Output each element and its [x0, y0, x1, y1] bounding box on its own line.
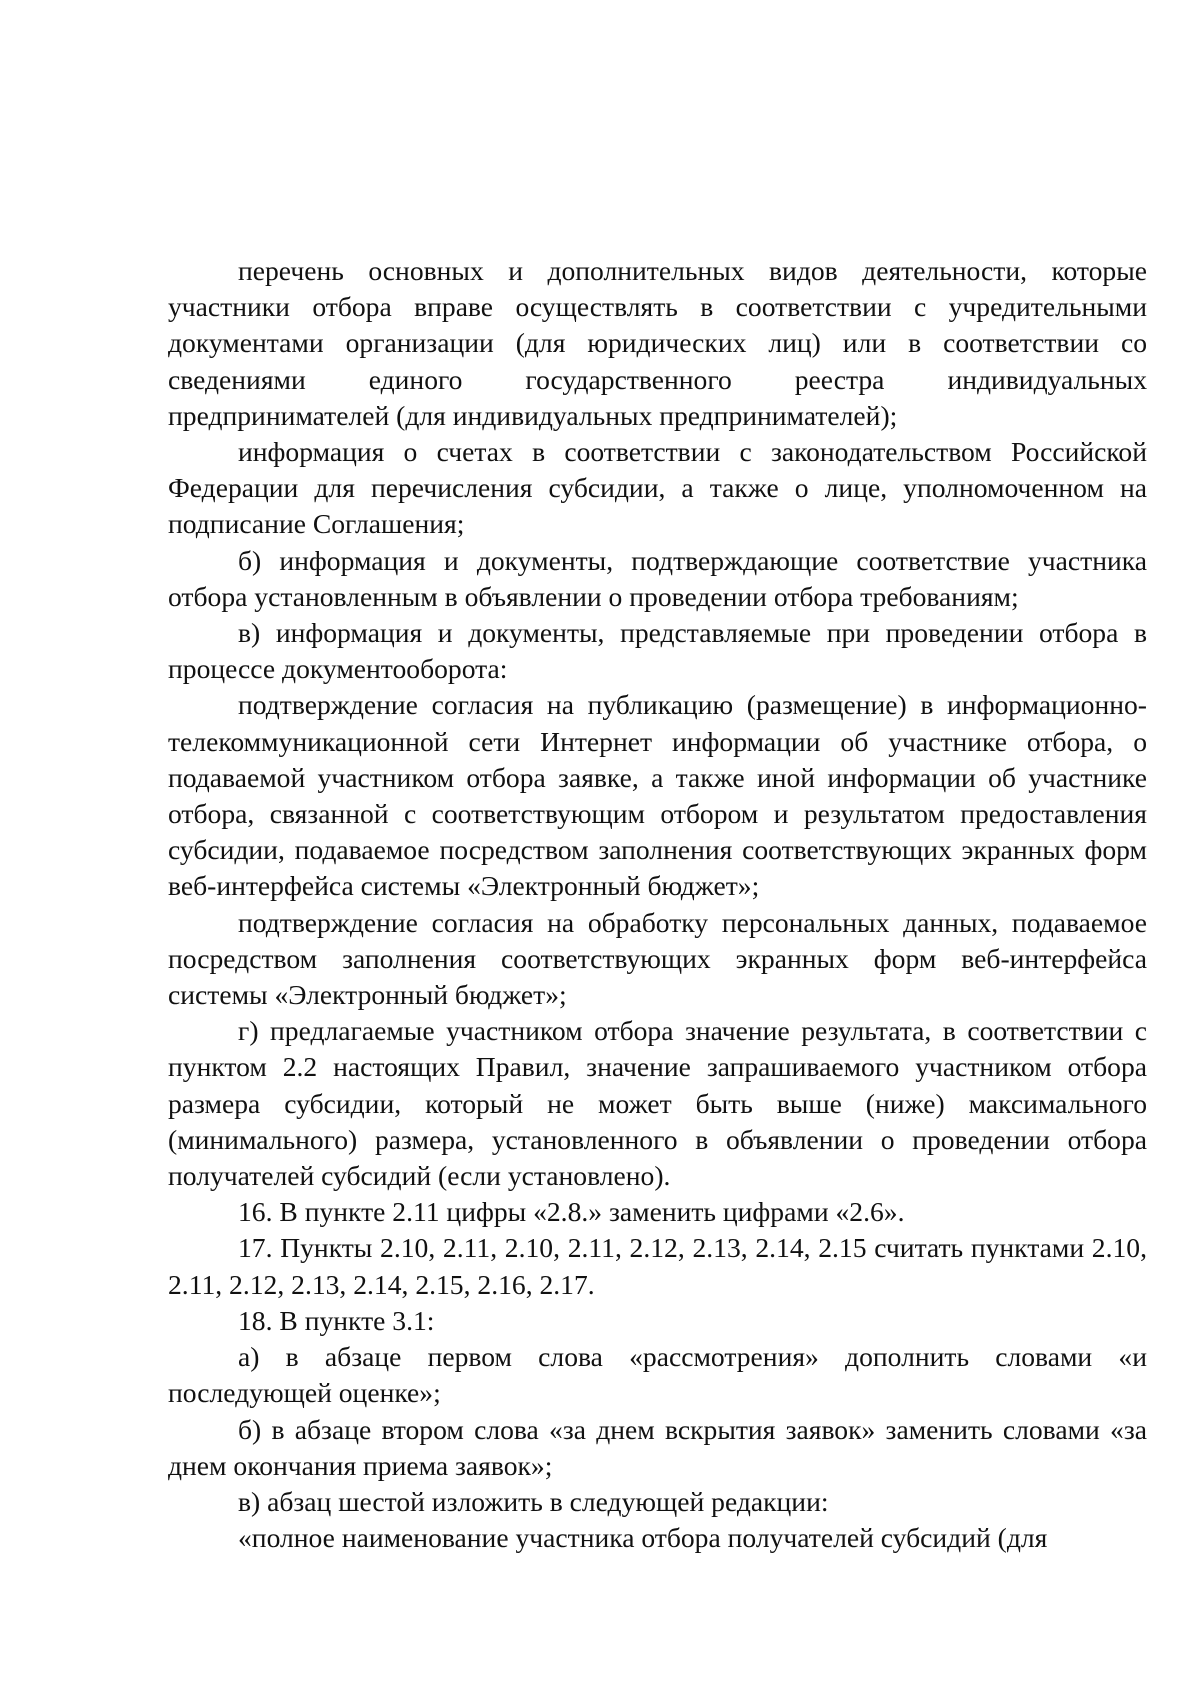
paragraph-item-v-documents: в) информация и документы, представляемые при проведении отбора в процессе документооборота:: [168, 617, 1147, 685]
paragraph-clause-18-a: а) в абзаце первом слова «рассмотрения» дополнить словами «и последующей оценке»;: [168, 1341, 1147, 1409]
paragraph-bank-accounts: информация о счетах в соответствии с законодательством Российской Федерации для перечисления субсидии, а также о лице, уполномоченном на подписание Соглашения;: [168, 436, 1147, 540]
paragraph-publication-consent: подтверждение согласия на публикацию (размещение) в информационно-телекоммуникационной сети Интернет информации об участнике отбора, о подаваемой участником отбора заявке, а также иной информации об участнике отбора, связанной с соответствующим отбором и результатом предоставления субсидии, подаваемое посредством заполнения соответствующих экранных форм веб-интерфейса системы «Электронный бюджет»;: [168, 689, 1147, 902]
paragraph-clause-18-v: в) абзац шестой изложить в следующей редакции:: [238, 1485, 829, 1517]
paragraph-full-name-quote: «полное наименование участника отбора получателей субсидий (для: [238, 1522, 1048, 1554]
paragraph-clause-16: 16. В пункте 2.11 цифры «2.8.» заменить цифрами «2.6».: [238, 1196, 905, 1228]
paragraph-clause-18-b: б) в абзаце втором слова «за днем вскрытия заявок» заменить словами «за днем окончания приема заявок»;: [168, 1413, 1147, 1481]
paragraph-item-g-result: г) предлагаемые участником отбора значение результата, в соответствии с пунктом 2.2 настоящих Правил, значение запрашиваемого участником отбора размера субсидии, который не может быть выше (ниже) максимального (минимального) размера, установленного в объявлении о проведении отбора получателей субсидий (если установлено).: [168, 1015, 1147, 1192]
paragraph-personal-data-consent: подтверждение согласия на обработку персональных данных, подаваемое посредством заполнения соответствующих экранных форм веб-интерфейса системы «Электронный бюджет»;: [168, 906, 1147, 1011]
paragraph-clause-18: 18. В пункте 3.1:: [238, 1304, 435, 1336]
paragraph-clause-17: 17. Пункты 2.10, 2.11, 2.10, 2.11, 2.12, 2.13, 2.14, 2.15 считать пунктами 2.10, 2.11, 2.12, 2.13, 2.14, 2.15, 2.16, 2.17.: [168, 1232, 1147, 1300]
paragraph-activities-list: перечень основных и дополнительных видов деятельности, которые участники отбора вправе осуществлять в соответствии с учредительными документами организации (для юридических лиц) или в соответствии со сведениями единого государственного реестра индивидуальных предпринимателей (для индивидуальных предпринимателей);: [168, 255, 1147, 431]
document-body: [168, 253, 1147, 1556]
paragraph-item-b-compliance: б) информация и документы, подтверждающие соответствие участника отбора установленным в объявлении о проведении отбора требованиям;: [168, 544, 1147, 612]
